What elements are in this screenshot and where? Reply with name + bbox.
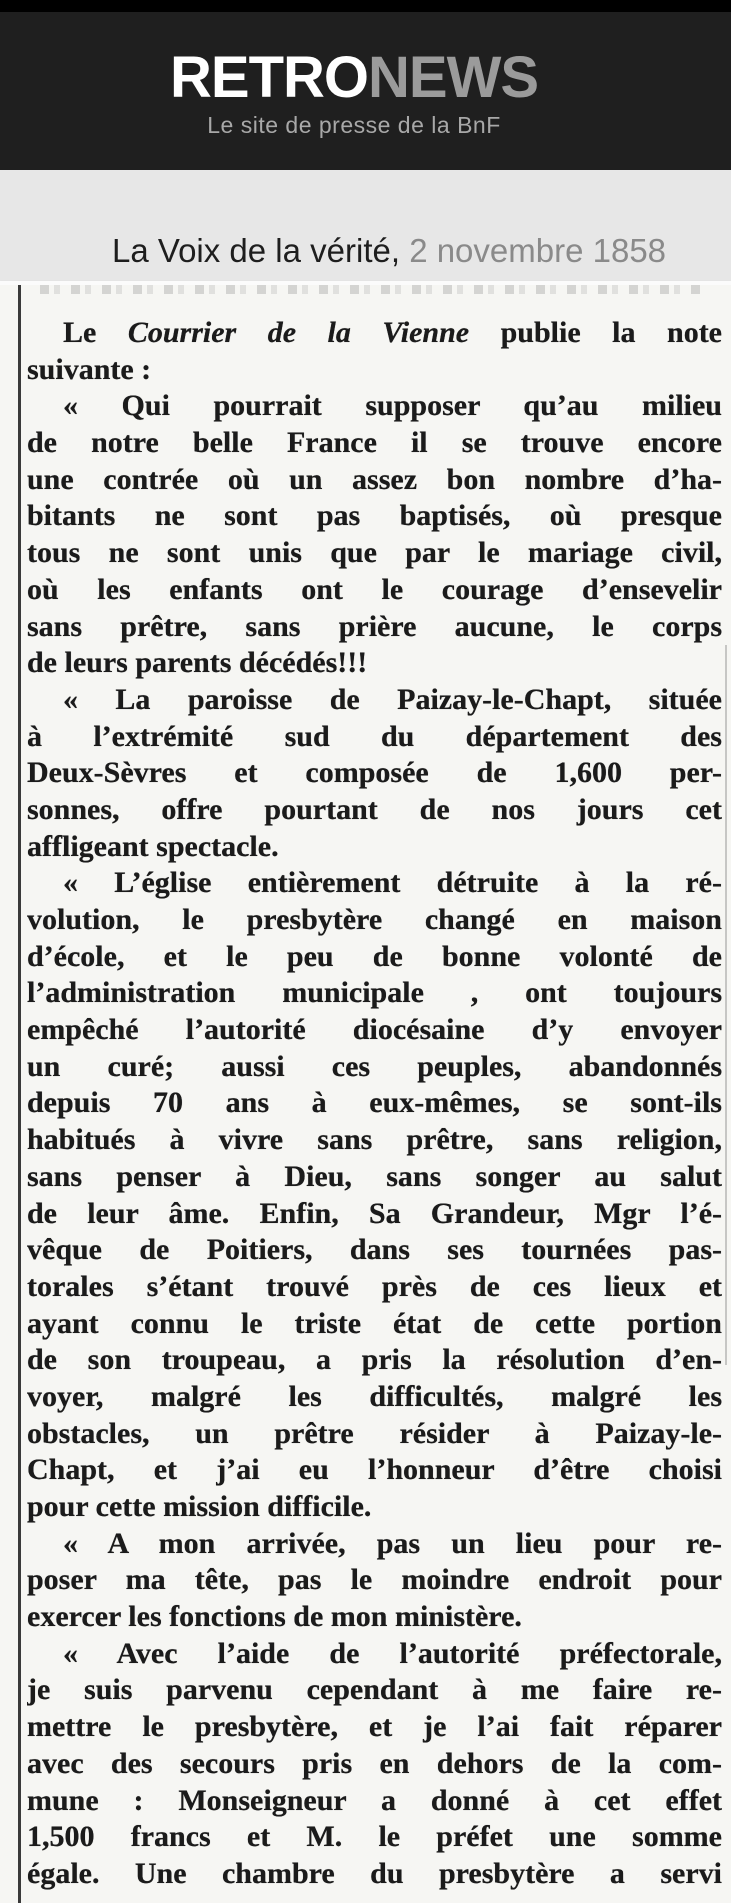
scan-line: « L’église entièrement détruite à la ré- [63, 866, 722, 900]
scan-line: exercer les fonctions de mon ministère. [27, 1600, 522, 1634]
scan-line [27, 315, 722, 352]
scan-line: une contrée où un assez bon nombre d’ha- [27, 462, 722, 496]
scan-line: où les enfants ont le courage d’ensevelir [27, 572, 722, 606]
logo-part-retro: RETRO [170, 45, 368, 110]
scan-line: poser ma tête, pas le moindre endroit pour [27, 1563, 722, 1597]
column-rule-left [18, 285, 21, 1903]
intro-lead: Le [63, 316, 97, 349]
scan-paragraph [27, 1636, 722, 1893]
scan-line: volution, le presbytère changé en maison [27, 903, 722, 936]
scan-line: depuis 70 ans à eux-mêmes, se sont-ils [27, 1086, 722, 1120]
scan-line: vêque de Poitiers, dans ses tournées pas- [27, 1233, 722, 1267]
cited-journal-name: Courrier de la Vienne [127, 316, 470, 349]
site-header [0, 12, 731, 170]
scan-line: voyer, malgré les difficultés, malgré les [27, 1379, 722, 1413]
scan-line: d’école, et le peu de bonne volonté de [27, 939, 722, 973]
scan-line: ayant connu le triste état de cette portion [27, 1306, 722, 1340]
scan-line: obstacles, un prêtre résider à Paizay-le- [27, 1416, 722, 1450]
scan-paragraph [27, 1526, 722, 1636]
scan-line: avec des secours pris en dehors de la com- [27, 1746, 722, 1780]
newspaper-name: La Voix de la vérité, [112, 232, 401, 269]
article-title [112, 232, 666, 270]
scan-line: 1,500 francs et M. le préfet une somme [27, 1820, 722, 1854]
scan-line: je suis parvenu cependant à me faire re- [27, 1673, 722, 1707]
scan-line: mettre le presbytère, et je l’ai fait réparer [27, 1710, 722, 1744]
publication-date: 2 novembre 1858 [409, 232, 667, 269]
scan-line: affligeant spectacle. [27, 829, 279, 863]
scan-line: torales s’étant trouvé près de ces lieux et [27, 1269, 722, 1303]
site-tagline: Le site de presse de la BnF [207, 112, 501, 138]
scan-paragraph [27, 682, 722, 865]
scan-line: pour cette mission difficile. [27, 1490, 372, 1523]
scan-line: de son troupeau, a pris la résolution d’en- [27, 1343, 722, 1377]
scan-line: « A mon arrivée, pas un lieu pour re- [63, 1526, 722, 1560]
scan-cut-off-line [40, 285, 700, 294]
scan-line: mune : Monseigneur a donné à cet effet [27, 1783, 722, 1817]
scan-line: habitués à vivre sans prêtre, sans religion, [27, 1123, 722, 1157]
column-rule-right [725, 645, 727, 1365]
scan-line: un curé; aussi ces peuples, abandonnés [27, 1049, 722, 1083]
scan-line: de leur âme. Enfin, Sa Grandeur, Mgr l’é- [27, 1196, 722, 1230]
scan-line: suivante : [27, 352, 152, 386]
scan-line: égale. Une chambre du presbytère a servi [27, 1856, 722, 1890]
scan-line: sonnes, offre pourtant de nos jours cet [27, 792, 722, 826]
scan-paragraph-intro [27, 315, 722, 388]
logo-part-news: NEWS [368, 45, 538, 110]
scan-line: l’administration municipale , ont toujours [27, 976, 722, 1010]
scan-line: Deux-Sèvres et composée de 1,600 per- [27, 756, 722, 790]
scan-line: de notre belle France il se trouve encore [27, 426, 722, 460]
article-title-band [0, 170, 731, 281]
scan-line: Chapt, et j’ai eu l’honneur d’être choisi [27, 1453, 722, 1487]
article-text-column [27, 315, 722, 1893]
retronews-logo[interactable] [0, 45, 708, 110]
scan-line: de leurs parents décédés!!! [27, 646, 368, 680]
newspaper-scan [0, 285, 731, 1903]
scan-line: tous ne sont unis que par le mariage civil, [27, 536, 722, 570]
top-status-strip [0, 0, 731, 12]
scan-line: bitants ne sont pas baptisés, où presque [27, 499, 722, 533]
scan-line: sans penser à Dieu, sans songer au salut [27, 1159, 722, 1193]
scan-line: « Avec l’aide de l’autorité préfectorale, [63, 1636, 722, 1670]
scan-line: à l’extrémité sud du département des [27, 719, 722, 753]
scan-line: « Qui pourrait supposer qu’au milieu [63, 389, 722, 423]
scan-paragraph [27, 388, 722, 682]
scan-line: sans prêtre, sans prière aucune, le corps [27, 609, 722, 643]
scan-paragraph [27, 865, 722, 1525]
scan-line: « La paroisse de Paizay-le-Chapt, située [63, 682, 722, 716]
intro-rest: publie la note [500, 316, 722, 349]
scan-line: empêché l’autorité diocésaine d’y envoyer [27, 1013, 722, 1047]
